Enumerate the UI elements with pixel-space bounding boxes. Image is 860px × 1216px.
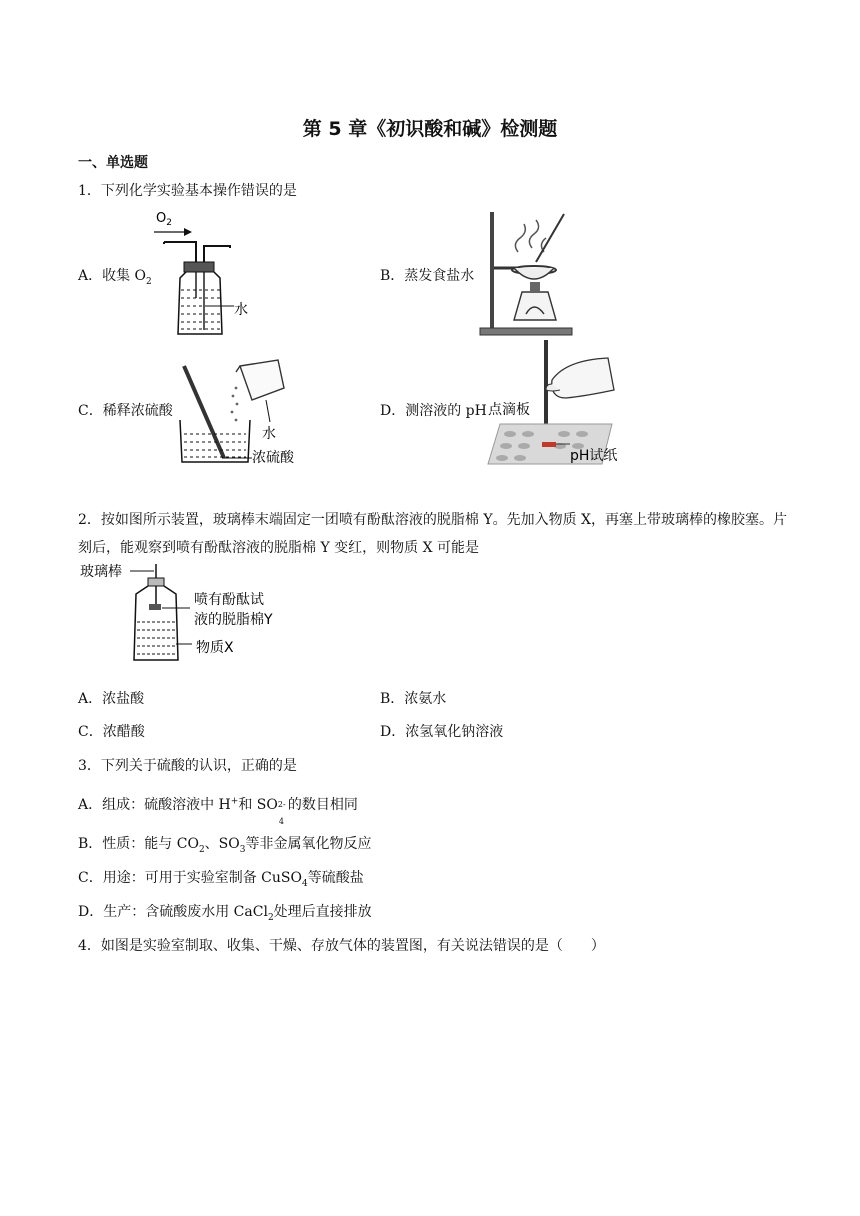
q3-option-b: B．性质：能与 $CO_2$、$SO_3$等非金属氧化物反应 — [78, 836, 372, 855]
section-heading: 一、单选题 — [78, 155, 148, 171]
o2-label: $O_2$ — [156, 211, 172, 228]
water-label: 水 — [234, 302, 248, 318]
q1-option-d: D．测溶液的 pH — [380, 403, 487, 419]
q1-option-c: C．稀释浓硫酸 — [78, 403, 173, 419]
substance-x-label: 物质X — [196, 640, 234, 656]
q1-option-b: B．蒸发食盐水 — [380, 268, 475, 284]
q3-stem: 3．下列关于硫酸的认识，正确的是 — [78, 758, 297, 774]
q4-stem: 4．如图是实验室制取、收集、干燥、存放气体的装置图，有关说法错误的是（ ） — [78, 938, 605, 954]
spot-plate-label: 点滴板 — [488, 402, 530, 418]
q3-option-d: D．生产：含硫酸废水用 CaCl$_2$处理后直接排放 — [78, 904, 372, 923]
q2-option-d: D．浓氢氧化钠溶液 — [380, 724, 504, 740]
evaporation-setup-figure — [478, 208, 578, 338]
phenolphthalein-bottle-figure — [78, 560, 298, 664]
ph-test-figure — [486, 338, 636, 468]
q2-option-c: C．浓醋酸 — [78, 724, 145, 740]
gas-collection-bottle-figure — [150, 206, 270, 340]
conc-acid-label: 浓硫酸 — [252, 450, 294, 466]
q2-stem: 2．按如图所示装置，玻璃棒末端固定一团喷有酚酞溶液的脱脂棉 Y。先加入物质 X，再塞上带玻璃棒的橡胶塞。片刻后，能观察到喷有酚酞溶液的脱脂棉 Y 变红，则物质 X 可能是 — [78, 512, 788, 556]
cotton-label-1: 喷有酚酞试 — [194, 592, 264, 608]
q3-option-c: C．用途：可用于实验室制备 CuSO$_4$等硫酸盐 — [78, 870, 364, 889]
water-label-c: 水 — [262, 426, 276, 442]
dilute-acid-figure — [176, 358, 316, 468]
q2-option-a: A．浓盐酸 — [78, 691, 145, 707]
cotton-label-2: 液的脱脂棉Y — [194, 612, 273, 628]
page-title: 第 5 章《初识酸和碱》检测题 — [302, 118, 558, 140]
q1-stem: 1．下列化学实验基本操作错误的是 — [78, 183, 297, 199]
q3-option-a: A．组成：硫酸溶液中 H+和 SO 2- 4 的数目相同 — [78, 796, 358, 826]
glass-rod-label: 玻璃棒 — [80, 564, 122, 580]
ph-paper-label: pH试纸 — [570, 448, 618, 464]
q2-option-b: B．浓氨水 — [380, 691, 447, 707]
q1-option-a: A．收集 $O_2$ — [78, 268, 152, 287]
